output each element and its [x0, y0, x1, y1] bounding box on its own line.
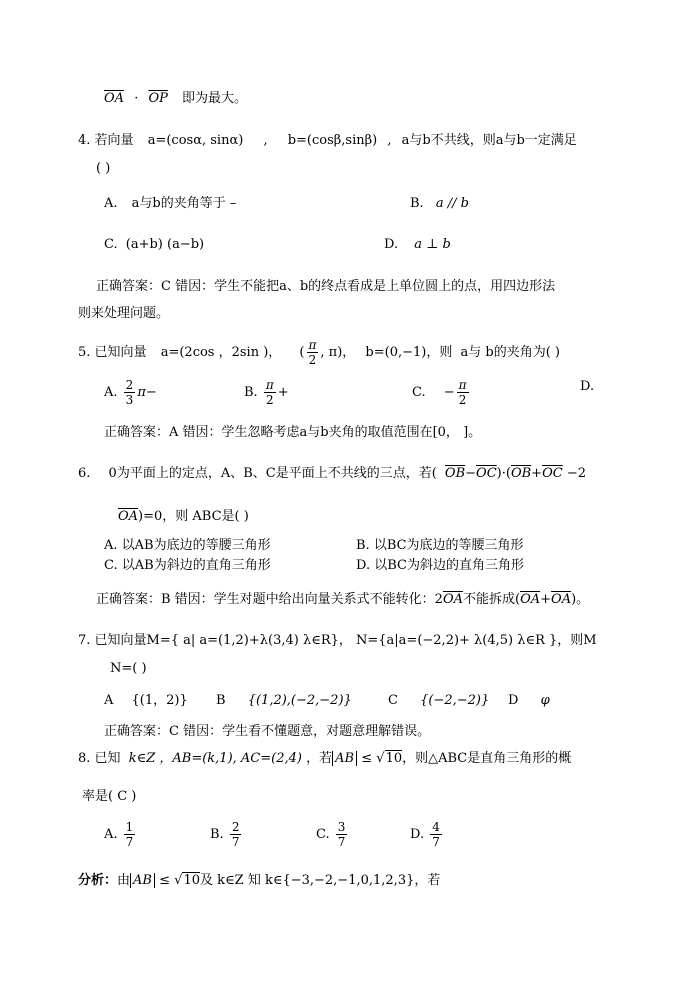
question-4-option-d: D. a ⊥ b	[384, 237, 451, 252]
question-4-stem: 4. 若向量 a=(cosα, sinα) , b=(cosβ,sinβ) , a与b不共线，则a与b一定满足	[78, 133, 577, 148]
question-7-option-c: C {(−2,−2)}	[388, 693, 490, 708]
option-d-fraction: $\frac{4}{7}$	[432, 820, 440, 849]
top-line: $\overline{OA} \cdot \overline{OP}$ 即为最大。	[104, 91, 248, 106]
question-8-option-a: A. $\frac{1}{7}$	[104, 820, 134, 849]
question-7-stem: 7. 已知向量M={ a| a=(1,2)+λ(3,4) λ∈R}， N={a|a=(−2,2)+ λ(4,5) λ∈R }，则M	[78, 633, 597, 648]
question-8-option-c: C. $\frac{3}{7}$	[316, 820, 346, 849]
question-8-stem-cont: 率是( C )	[82, 789, 137, 804]
question-5-option-b: B. $\frac{\pi}{2}$ +	[244, 378, 289, 407]
question-6-option-c: C. 以AB为斜边的直角三角形	[104, 558, 271, 573]
option-a-fraction: $\frac{1}{7}$	[125, 820, 134, 849]
question-5-stem: 5. 已知向量 a=(2cos ，2sin )， ( $\frac{\pi}{2}$ , π)， b=(0,−1)，则 a与 b的夹角为( )	[78, 338, 560, 367]
option-c-fraction: $\frac{3}{7}$	[337, 820, 346, 849]
vector-op: $\overline{OP}$	[148, 91, 168, 106]
question-8-stem: 8. 已知 k∈Z ，AB=(k,1), AC=(2,4) ，若 AB ≤ √10，则△ABC是直角三角形的概	[78, 751, 572, 766]
question-7-stem-cont: N=( )	[110, 661, 147, 676]
option-b-fraction: $\frac{2}{7}$	[231, 820, 240, 849]
vector-oa: $\overline{OA}$	[104, 91, 125, 106]
option-b-fraction: $\frac{\pi}{2}$	[265, 378, 274, 407]
question-8-analysis: 分析：由 AB ≤ √10及 k∈Z 知 k∈{−3,−2,−1,0,1,2,3}，若	[78, 873, 441, 888]
question-4-answer: 正确答案：C 错因：学生不能把a、b的终点看成是上单位圆上的点，用四边形法	[96, 279, 556, 294]
option-c-fraction: $\frac{\pi}{2}$	[458, 378, 467, 407]
question-6-answer: 正确答案：B 错因：学生对题中给出向量关系式不能转化：$2\overline{OA}$不能拆成$(\overline{OA}+\overline{OA})$。	[96, 592, 590, 607]
question-4-option-c: C. (a+b) (a−b)	[104, 237, 205, 252]
question-8-option-d: D. $\frac{4}{7}$	[410, 820, 440, 849]
question-6-stem: 6. 0为平面上的定点，A、B、C是平面上不共线的三点，若( $\overline{OB}-\overline{OC})\cdot(\overline{OB}+\overline{OC} -2$	[78, 466, 586, 481]
question-5-option-c: C. − $\frac{\pi}{2}$	[412, 378, 467, 407]
question-6-option-d: D. 以BC为斜边的直角三角形	[356, 558, 524, 573]
fraction-pi-over-2: $\frac{\pi}{2}$	[308, 338, 317, 367]
question-8-option-b: B. $\frac{2}{7}$	[210, 820, 240, 849]
question-7-option-d: D φ	[508, 693, 550, 708]
question-7-answer: 正确答案：C 错因：学生看不懂题意，对题意理解错误。	[104, 724, 431, 739]
question-6-option-a: A. 以AB为底边的等腰三角形	[104, 538, 271, 553]
question-7-option-a: A {(1，2)}	[104, 693, 188, 708]
question-5-option-a: A. $\frac{2}{3}$ π−	[104, 378, 157, 407]
question-4-option-b: B. a // b	[410, 196, 469, 211]
question-4-option-a: A. a与b的夹角等于 –	[104, 196, 237, 211]
question-7-option-b: B {(1,2),(−2,−2)}	[216, 693, 352, 708]
question-6-option-b: B. 以BC为底边的等腰三角形	[356, 538, 524, 553]
question-6-stem-cont: $\overline{OA})=0$，则 ABC是( )	[118, 509, 249, 524]
question-5-option-d: D.	[580, 379, 595, 394]
question-5-answer: 正确答案：A 错因：学生忽略考虑a与b夹角的取值范围在[0， ]。	[104, 425, 482, 440]
question-4-answer-cont: 则来处理问题。	[78, 306, 170, 321]
question-4-blank: ( )	[96, 161, 111, 176]
option-a-fraction: $\frac{2}{3}$	[125, 378, 134, 407]
